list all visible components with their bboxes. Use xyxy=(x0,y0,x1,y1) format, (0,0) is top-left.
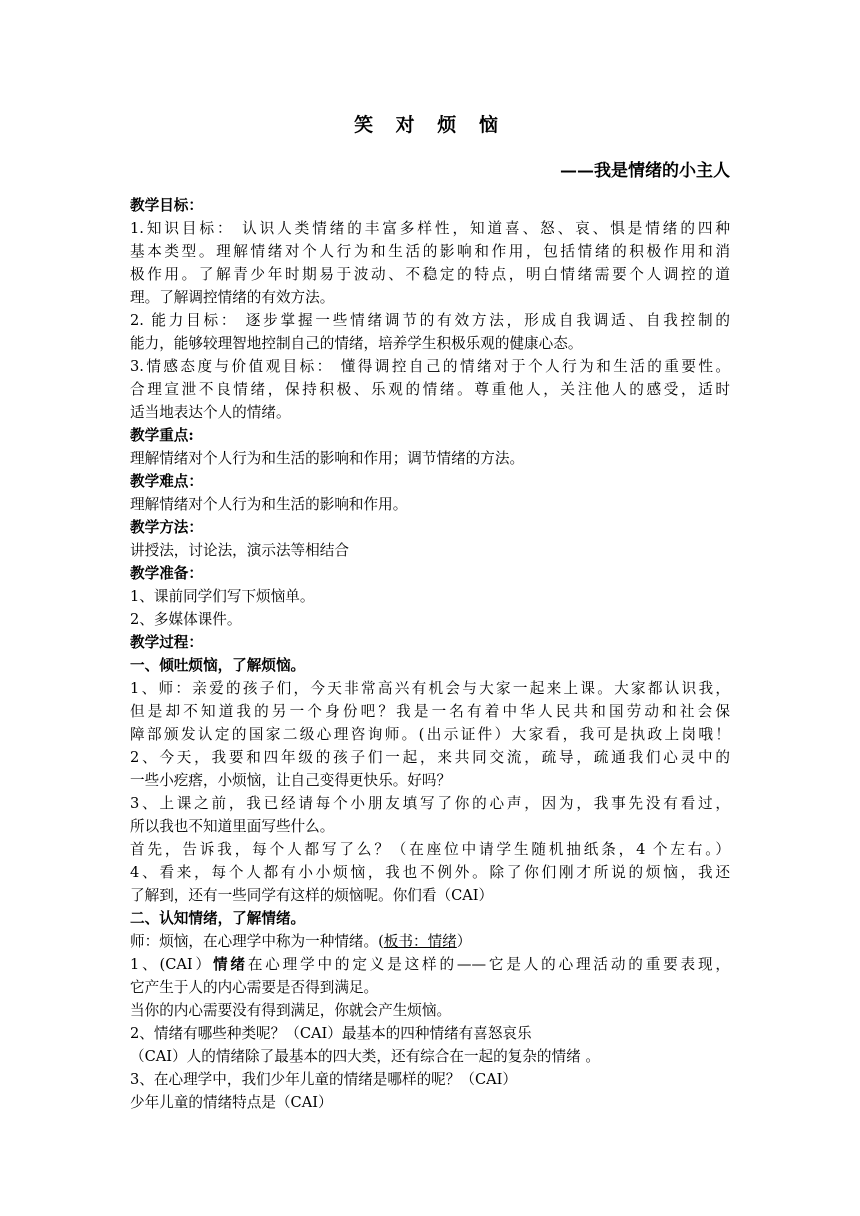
section2-line xyxy=(130,953,730,976)
section1-line: 了解到，还有一些同学有这样的烦恼呢。你们看（CAI） xyxy=(130,887,494,904)
difficulty-text: 理解情绪对个人行为和生活的影响和作用。 xyxy=(130,496,408,513)
section1-line: 3、上课之前，我已经请每个小朋友填写了你的心声，因为，我事先没有看过， xyxy=(130,795,730,812)
method-text: 讲授法，讨论法，演示法等相结合 xyxy=(130,542,349,559)
section2-line: 它产生于人的内心需要是否得到满足。 xyxy=(130,979,379,996)
section2-line: 2、情绪有哪些种类呢？（CAI）最基本的四种情绪有喜怒哀乐 xyxy=(130,1025,532,1042)
document-subtitle: ——我是情绪的小主人 xyxy=(560,161,730,181)
goals-line: 合理宣泄不良情绪，保持积极、乐观的情绪。尊重他人，关注他人的感受，适时 xyxy=(130,381,730,398)
goals-line: 2. 能力目标： 逐步掌握一些情绪调节的有效方法，形成自我调适、自我控制的 xyxy=(130,312,730,329)
board-note: 板书：情绪 xyxy=(383,933,457,950)
method-heading: 教学方法： xyxy=(130,519,203,536)
section2-heading: 二、认知情绪，了解情绪。 xyxy=(130,910,306,927)
emotion-term: 情绪 xyxy=(212,956,248,973)
section2-line2-suffix: 在心理学中的定义是这样的——它是人的心理活动的重要表现， xyxy=(247,956,730,973)
section2-line1-prefix: 师：烦恼，在心理学中称为一种情绪。( xyxy=(130,933,384,950)
section2-line: 当你的内心需要没有得到满足，你就会产生烦恼。 xyxy=(130,1002,452,1019)
section1-line: 障部颁发认定的国家二级心理咨询师。(出示证件）大家看，我可是执政上岗哦！ xyxy=(130,726,730,743)
goals-line: 基本类型。理解情绪对个人行为和生活的影响和作用，包括情绪的积极作用和消 xyxy=(130,243,730,260)
goals-line: 1.知识目标： 认识人类情绪的丰富多样性，知道喜、怒、哀、惧是情绪的四种 xyxy=(130,220,730,237)
prep-heading: 教学准备： xyxy=(130,565,203,582)
section1-line: 1、师：亲爱的孩子们，今天非常高兴有机会与大家一起来上课。大家都认识我， xyxy=(130,680,730,697)
section1-heading: 一、倾吐烦恼，了解烦恼。 xyxy=(130,657,306,674)
section1-line: 4、看来，每个人都有小小烦恼，我也不例外。除了你们刚才所说的烦恼，我还 xyxy=(130,864,730,881)
process-heading: 教学过程： xyxy=(130,634,203,651)
section1-line: 一些小疙瘩，小烦恼，让自己变得更快乐。好吗？ xyxy=(130,772,452,789)
section1-line: 2、今天，我要和四年级的孩子们一起，来共同交流，疏导，疏通我们心灵中的 xyxy=(130,749,730,766)
section1-line: 所以我也不知道里面写些什么。 xyxy=(130,818,335,835)
focus-text: 理解情绪对个人行为和生活的影响和作用；调节情绪的方法。 xyxy=(130,450,525,467)
section2-line1-suffix: ） xyxy=(456,933,472,950)
goals-line: 适当地表达个人的情绪。 xyxy=(130,404,291,421)
goals-heading: 教学目标： xyxy=(130,197,203,214)
prep-item: 1、课前同学们写下烦恼单。 xyxy=(130,588,315,605)
goals-line: 理。了解调控情绪的有效方法。 xyxy=(130,289,335,306)
section1-line: 但是却不知道我的另一个身份吧？我是一名有着中华人民共和国劳动和社会保 xyxy=(130,703,730,720)
section2-line: 3、在心理学中，我们少年儿童的情绪是哪样的呢？（CAI） xyxy=(130,1071,518,1088)
goals-line: 能力，能够较理智地控制自己的情绪，培养学生积极乐观的健康心态。 xyxy=(130,335,583,352)
focus-heading: 教学重点: xyxy=(130,427,194,444)
goals-line: 极作用。了解青少年时期易于波动、不稳定的特点，明白情绪需要个人调控的道 xyxy=(130,266,730,283)
section2-line2-prefix: 1、(CAI） xyxy=(130,956,213,973)
prep-item: 2、多媒体课件。 xyxy=(130,611,242,628)
document-title: 笑 对 烦 恼 xyxy=(354,114,506,136)
section2-line: （CAI）人的情绪除了最基本的四大类，还有综合在一起的复杂的情绪 。 xyxy=(130,1048,600,1065)
section2-line: 少年儿童的情绪特点是（CAI） xyxy=(130,1094,333,1111)
section2-line xyxy=(130,930,730,953)
difficulty-heading: 教学难点： xyxy=(130,473,203,490)
section1-line: 首先，告诉我，每个人都写了么？（在座位中请学生随机抽纸条，4 个左右。） xyxy=(130,841,730,858)
goals-line: 3.情感态度与价值观目标： 懂得调控自己的情绪对于个人行为和生活的重要性。 xyxy=(130,358,730,375)
